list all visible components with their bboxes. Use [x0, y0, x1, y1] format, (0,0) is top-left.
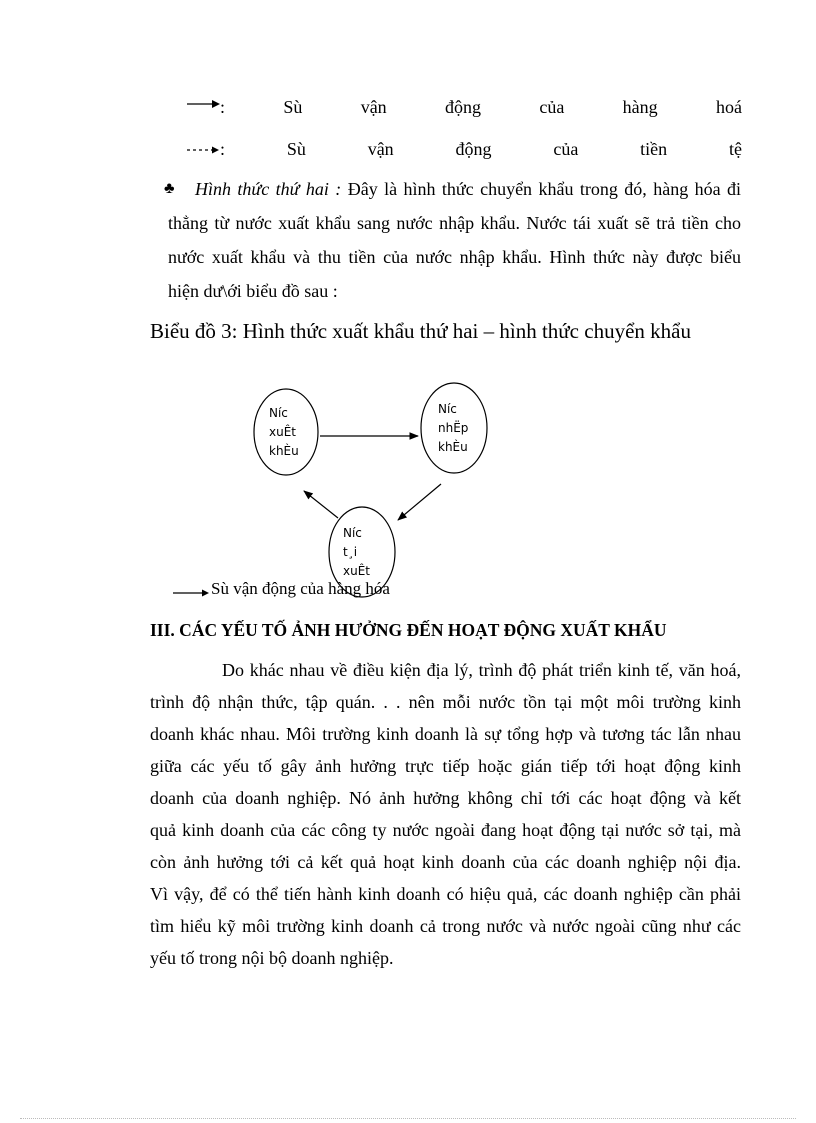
section-line: quả kinh doanh của các công ty nước ngoài đang hoạt động tại nước sở tại, mà — [150, 820, 741, 840]
flow-arrow-importer-to-reexporter — [398, 484, 441, 520]
legend-money-word: vận — [367, 138, 394, 159]
section-line: Do khác nhau về điều kiện địa lý, trình độ phát triển kinh tế, văn hoá, — [222, 660, 741, 680]
form-two-line-4: hiện dư\ới biểu đồ sau : — [168, 281, 338, 301]
form-two-title: Hình thức thứ hai : — [195, 179, 342, 199]
legend-goods-marker: : — [220, 96, 226, 117]
section-line: Vì vậy, để có thể tiến hành kinh doanh có hiệu quả, các doanh nghiệp cần phải — [150, 884, 741, 904]
form-two-line-3: nước xuất khẩu và thu tiền của nước nhập khẩu. Hình thức này được biểu — [168, 247, 741, 267]
legend-goods-word: hàng — [622, 96, 658, 117]
diagram-legend-text: Sù vận động của hàng hóa — [211, 579, 390, 598]
form-two-text: Đây là hình thức chuyển khẩu trong đó, hàng hóa đi — [347, 179, 742, 199]
club-suit-icon: ♣ — [164, 180, 175, 197]
legend-money-word: động — [455, 138, 492, 159]
legend-money-word: của — [553, 138, 579, 159]
exporter-label: Níc xuÊt khÈu — [269, 406, 299, 458]
legend-goods-word: vận — [360, 96, 387, 117]
legend-goods-word: của — [539, 96, 565, 117]
section-heading: III. CÁC YẾU TỐ ẢNH HƯỞNG ĐẾN HOẠT ĐỘNG XUẤT KHẨU — [150, 620, 667, 640]
section-line: trình độ nhận thức, tập quán. . . nên mỗi nước tồn tại một môi trường kinh — [150, 692, 741, 712]
section-line: giữa các yếu tố gây ảnh hưởng trực tiếp hoặc gián tiếp tới hoạt động kinh — [150, 756, 741, 776]
reexporter-label: Níc t¸i xuÊt — [343, 526, 370, 578]
section-line: doanh khác nhau. Môi trường kinh doanh là sự tổng hợp và tương tác lẫn nhau — [150, 724, 741, 744]
legend-goods-word: Sù — [283, 96, 303, 117]
section-line: yếu tố trong nội bộ doanh nghiệp. — [150, 948, 394, 968]
legend-money-word: Sù — [286, 138, 306, 159]
importer-label: Níc nhËp khÈu — [438, 402, 469, 454]
form-two-line-2: thẳng từ nước xuất khẩu sang nước nhập khẩu. Nước tái xuất sẽ trả tiền cho — [168, 213, 741, 233]
legend-money-word: tệ — [728, 138, 742, 159]
diagram-caption: Biểu đồ 3: Hình thức xuất khẩu thứ hai – hình thức chuyển khẩu — [150, 319, 691, 343]
legend-money-marker: : — [220, 138, 226, 159]
section-line: doanh của doanh nghiệp. Nó ảnh hưởng không chỉ tới các hoạt động và kết — [150, 788, 741, 808]
legend-goods-word: động — [445, 96, 482, 117]
page-footer-divider — [20, 1118, 796, 1119]
legend-money-word: tiền — [640, 138, 668, 159]
legend-goods-word: hoá — [715, 96, 742, 117]
section-line: còn ảnh hưởng tới cả kết quả hoạt kinh doanh của các doanh nghiệp nội địa. — [150, 852, 741, 872]
section-line: tìm hiểu kỹ môi trường kinh doanh cả trong nước và nước ngoài cũng như các — [150, 916, 741, 936]
flow-arrow-reexporter-to-exporter — [304, 491, 338, 518]
